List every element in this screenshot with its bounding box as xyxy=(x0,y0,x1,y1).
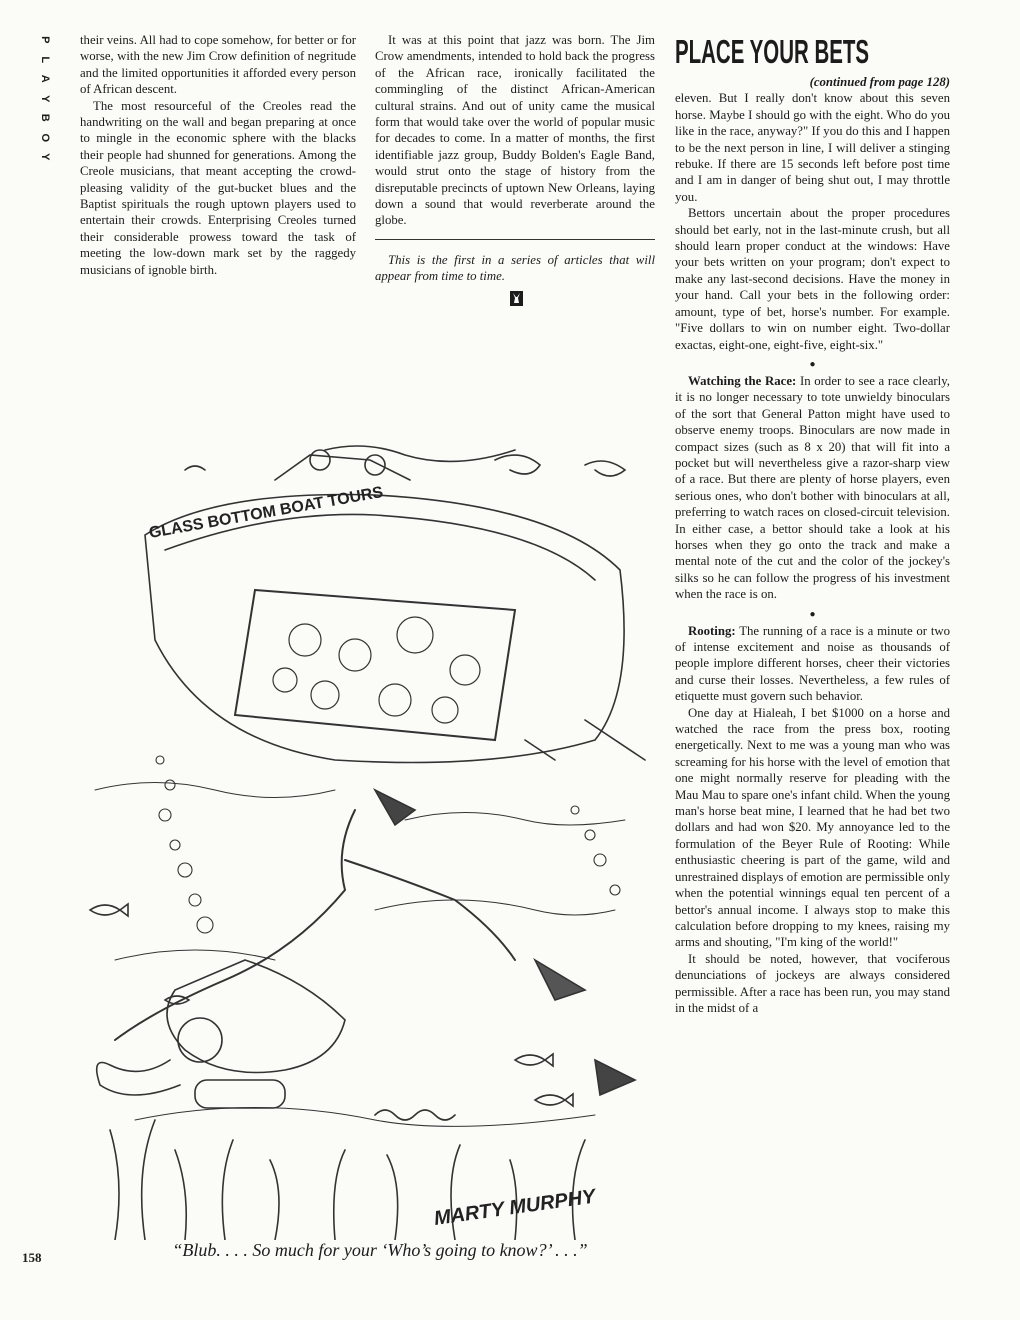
section-bullet: ● xyxy=(809,358,816,370)
logo-letter: A xyxy=(38,74,51,83)
column-2 xyxy=(375,32,655,306)
paragraph: Bettors uncertain about the proper procedures should bet early, not in the last-minute crush, but all should learn proper conduct at the windows: Have your bets written on your program; don't expect to make any last-second decisions. Have the money in your hand. Call your bets in the following order: amount, type of bet, horse's number. For example. "Five dollars to win on number eight. Two-dollar exactas, eight-one, eight-five, eight-six." xyxy=(675,206,950,352)
logo-letter: P xyxy=(38,36,51,44)
paragraph-text: The running of a race is a minute or two of intense excitement and noise as thousands of people implore different horses, cheer their victories and curse their losses. Nevertheless, a few rules of etiquette must govern such behavior. xyxy=(675,623,951,704)
logo-letter: B xyxy=(38,113,51,122)
logo-letter: L xyxy=(38,55,51,63)
boat-name-text: GLASS BOTTOM BOAT TOURS xyxy=(147,483,385,542)
cartoon-caption: “Blub. . . . So much for your ‘Who’s going to know?’ . . .” xyxy=(172,1240,588,1260)
paragraph: It should be noted, however, that vociferous denunciations of jockeys are always considered permissible. After a race has been run, you may stand in the midst of a xyxy=(675,951,950,1015)
paragraph-rooting xyxy=(675,623,950,705)
paragraph-text: In order to see a race clearly, it is no longer necessary to tote unwieldy binoculars of the sort that General Patton might have used to observe enemy troops. Binoculars are now made in compact sizes (such as 8 x 20) that will fit into a pocket but will nevertheless give a razor-sharp view of a race. But there are plenty of horse players, even serious ones, who don't bother with binoculars at all, preferring to watch races on closed-circuit television. In either case, a bettor should take a look at his horses when they go onto the track and make a mental note of the cut and the color of the jockey's silks so he can follow the progress of his investment when the race is on. xyxy=(675,373,951,602)
paragraph: eleven. But I really don't know about this seven horse. Maybe I should go with the eight. Who do you like in the race, anyway?" If you do this and I happen to be the next person in line, I will deliver a stinging rebuke. If there are 15 seconds left before post time and I am in danger of being shut out, I may throttle you. xyxy=(675,91,950,204)
playboy-vertical-logo xyxy=(33,30,51,167)
bunny-end-mark-icon xyxy=(510,291,523,306)
paragraph: It was at this point that jazz was born. The Jim Crow amendments, intended to hold back the progress of the African race, ironically facilitated the commingling of the distinct African-American cultural strains. And out of unity came the musical form that would take over the world of popular music for decades to come. In a matter of months, the first identifiable jazz group, Buddy Bolden's Eagle Band, would strut onto the stage of history from the disreputable precincts of uptown New Orleans, laying down a sound that would reverberate around the globe. xyxy=(375,33,655,228)
paragraph-watching xyxy=(675,373,950,603)
subhead-watching: Watching the Race: xyxy=(688,373,797,388)
cartoon-illustration xyxy=(75,440,660,1240)
article-heading: PLACE YOUR BETS xyxy=(675,33,870,70)
logo-letter: O xyxy=(38,132,51,142)
artist-signature: MARTY MURPHY xyxy=(432,1185,597,1230)
logo-letter: Y xyxy=(38,153,51,161)
column-3 xyxy=(675,32,950,1016)
page-number: 158 xyxy=(22,1250,42,1265)
series-note: This is the first in a series of articles that will appear from time to time. xyxy=(375,252,655,284)
continued-line: (continued from page 128) xyxy=(809,75,950,89)
paragraph: their veins. All had to cope somehow, for better or for worse, with the new Jim Crow definition of negritude and the limited opportunities it afforded every person of African descent. xyxy=(80,33,356,97)
subhead-rooting: Rooting: xyxy=(688,623,736,638)
paragraph: The most resourceful of the Creoles read the handwriting on the wall and began preparing at once to mingle in the economic sphere with the blacks their people had shunned for generations. Among the Creole musicians, that meant accepting the crowd-pleasing validity of the gut-bucket blues and the Baptist spirituals the rough uptown players used to entertain their crowds. Enterprising Creoles turned their considerable prowess toward the task of meeting the low-down mark set by the raggedy musicians of ignoble birth. xyxy=(80,98,356,277)
logo-letter: Y xyxy=(38,94,51,102)
divider xyxy=(375,239,655,240)
section-bullet: ● xyxy=(809,608,816,620)
paragraph: One day at Hialeah, I bet $1000 on a horse and watched the race from the press box, rooting energetically. Next to me was a young man who was screaming for his horse with the level of emotion that one might normally reserve for pleading with the Mau Mau to spare one's infant child. When the young man's horse beat mine, I learned that he had bet two dollars and had won $20. My annoyance led to the formulation of the Beyer Rule of Rooting: While enthusiastic cheering is part of the game, wild and unrestrained displays of emotion are permissible only when the potential winnings equal ten percent of a bettor's annual income. I always stop to make this calculation before dropping to my knees, raising my arms and shouting, "I'm king of the world!" xyxy=(675,705,951,950)
column-1 xyxy=(80,32,356,278)
